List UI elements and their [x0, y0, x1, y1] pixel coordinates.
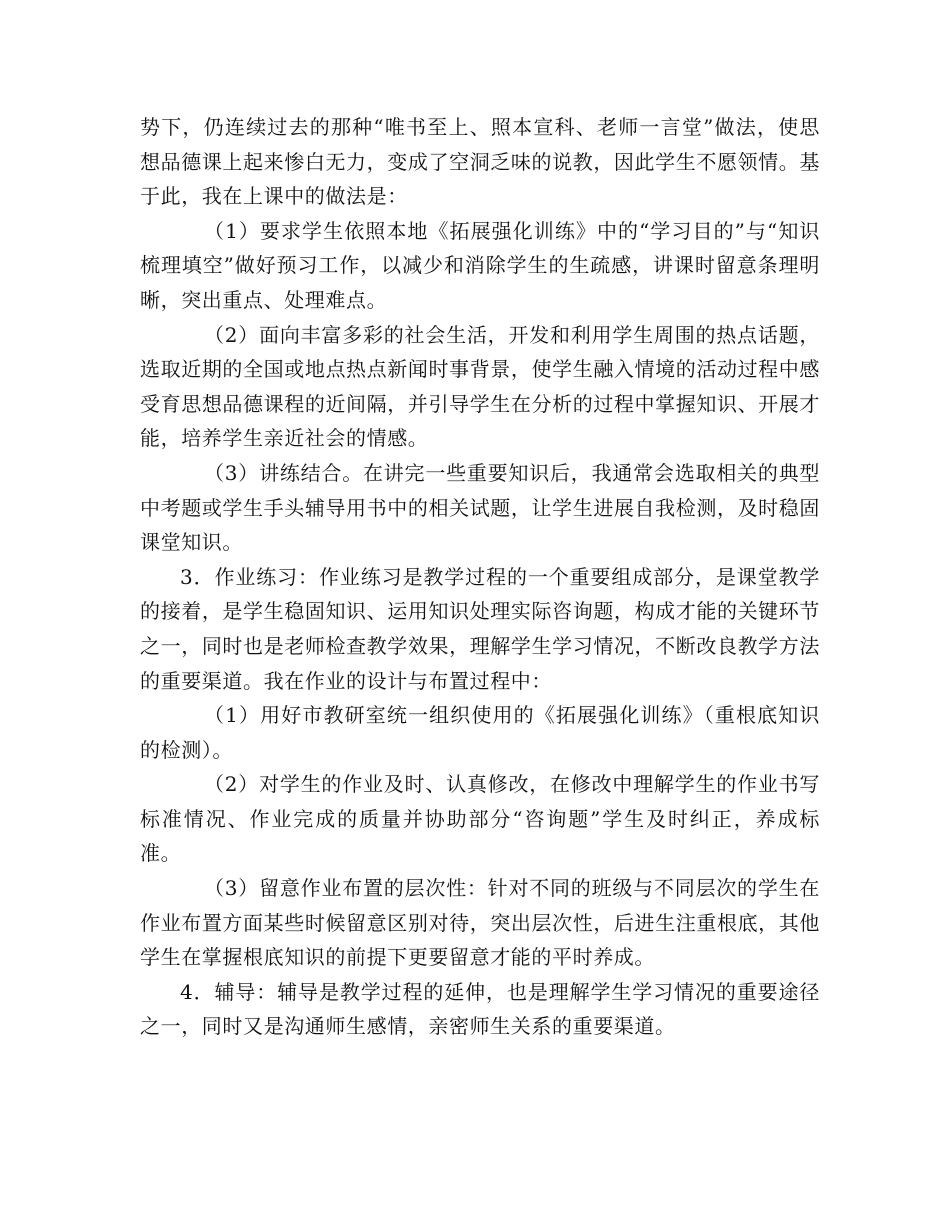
document-body: [140, 110, 820, 1044]
paragraph-homework-item-1: （1）用好市教研室统一组织使用的《拓展强化训练》（重根底知识的检测）。: [140, 703, 820, 762]
paragraph-continuation: 势下，仍连续过去的那种“唯书至上、照本宣科、老师一言堂”做法，使思想品德课上起来惨白无力，变成了空洞乏味的说教，因此学生不愿领情。基于此，我在上课中的做法是：: [140, 115, 820, 209]
paragraph-item-1: （1）要求学生依照本地《拓展强化训练》中的“学习目的”与“知识梳理填空”做好预习工作，以减少和消除学生的生疏感，讲课时留意条理明晰，突出重点、处理难点。: [140, 218, 820, 312]
paragraph-homework-item-3: （3）留意作业布置的层次性：针对不同的班级与不同层次的学生在作业布置方面某些时候留意区别对待，突出层次性，后进生注重根底，其他学生在掌握根底知识的前提下更要留意才能的平时养成。: [140, 876, 820, 970]
paragraph-item-2: （2）面向丰富多彩的社会生活，开发和利用学生周围的热点话题，选取近期的全国或地点热点新闻时事背景，使学生融入情境的活动过程中感受育思想品德课程的近间隔，并引导学生在分析的过程中掌握知识、开展才能，培养学生亲近社会的情感。: [140, 322, 820, 451]
paragraph-homework-item-2: （2）对学生的作业及时、认真修改，在修改中理解学生的作业书写标准情况、作业完成的质量并协助部分“咨询题”学生及时纠正，养成标准。: [140, 772, 820, 866]
paragraph-section-3: 3．作业练习：作业练习是教学过程的一个重要组成部分，是课堂教学的接着，是学生稳固知识、运用知识处理实际咨询题，构成才能的关键环节之一，同时也是老师检查教学效果，理解学生学习情况，不断改良教学方法的重要渠道。我在作业的设计与布置过程中：: [140, 564, 820, 693]
paragraph-section-4: 4．辅导：辅导是教学过程的延伸，也是理解学生学习情况的重要途径之一，同时又是沟通师生感情，亲密师生关系的重要渠道。: [140, 979, 820, 1039]
paragraph-item-3: （3）讲练结合。在讲完一些重要知识后，我通常会选取相关的典型中考题或学生手头辅导用书中的相关试题，让学生进展自我检测，及时稳固课堂知识。: [140, 460, 820, 555]
